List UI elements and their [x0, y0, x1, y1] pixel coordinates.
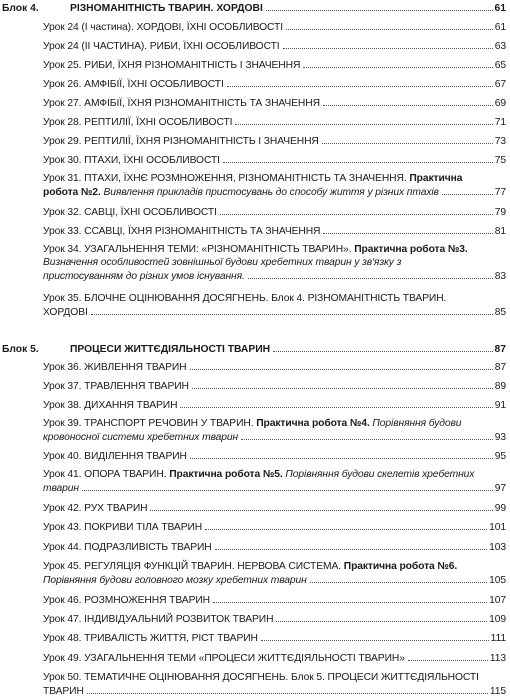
entry-title: Урок 38. ДИХАННЯ ТВАРИН	[43, 400, 178, 411]
page-number: 81	[494, 226, 506, 237]
page-number: 61	[494, 22, 506, 33]
dot-leader	[273, 342, 492, 352]
dot-leader	[283, 39, 493, 49]
practical-work-description: Порівняння будови головного мозку хребетних тварин	[43, 575, 307, 586]
entry-title-continued: ХОРДОВІ	[43, 307, 88, 318]
entry-title: Урок 30. ПТАХИ, ЇХНІ ОСОБЛИВОСТІ	[43, 155, 220, 166]
entry-title: Урок 27. АМФІБІЇ, ЇХНЯ РІЗНОМАНІТНІСТЬ ТА ЗНАЧЕННЯ	[43, 98, 320, 109]
entry-title: Урок 35. БЛОЧНЕ ОЦІНЮВАННЯ ДОСЯГНЕНЬ. Блок 4. РІЗНОМАНІТНІСТЬ ТВАРИН.	[43, 293, 447, 304]
dot-leader	[192, 379, 493, 389]
page-number: 61	[494, 3, 506, 14]
dot-leader	[205, 520, 487, 530]
dot-leader	[87, 684, 488, 694]
dot-leader	[266, 1, 493, 11]
toc-entry	[43, 153, 506, 167]
dot-leader	[150, 501, 492, 511]
toc-entry	[43, 360, 506, 374]
entry-title: Урок 36. ЖИВЛЕННЯ ТВАРИН	[43, 362, 187, 373]
toc-entry	[43, 292, 506, 319]
dot-leader	[190, 449, 493, 459]
toc-entry	[43, 671, 506, 698]
toc-entry	[43, 96, 506, 110]
entry-title: Урок 24 (ІІ ЧАСТИНА). РИБИ, ЇХНІ ОСОБЛИВОСТІ	[43, 41, 280, 52]
practical-work-description-continued: кровоносної системи хребетних тварин	[43, 432, 239, 443]
dot-leader	[241, 430, 493, 440]
entry-title: Урок 41. ОПОРА ТВАРИН.	[43, 469, 167, 480]
dot-leader	[303, 58, 492, 68]
toc-entry	[43, 468, 506, 495]
toc-entry	[43, 172, 506, 199]
entry-title: Урок 49. УЗАГАЛЬНЕННЯ ТЕМИ «ПРОЦЕСИ ЖИТТЄДІЯЛЬНОСТІ ТВАРИН»	[43, 653, 405, 664]
dot-leader	[180, 398, 492, 408]
practical-work-description: Визначення особливостей зовнішньої будови хребетних тварин у зв'язку з	[43, 257, 402, 268]
practical-work-description: Виявлення прикладів пристосувань до способу життя у різних птахів	[103, 187, 439, 198]
page-number: 63	[494, 41, 506, 52]
entry-title: Урок 45. РЕГУЛЯЦІЯ ФУНКЦІЙ ТВАРИН. НЕРВОВА СИСТЕМА.	[43, 561, 341, 572]
page-number: 93	[494, 432, 506, 443]
page-number: 101	[489, 522, 506, 533]
page-number: 107	[489, 595, 506, 606]
toc-entry	[43, 520, 506, 534]
entry-title: Урок 31. ПТАХИ, ЇХНЄ РОЗМНОЖЕННЯ, РІЗНОМАНІТНІСТЬ ТА ЗНАЧЕННЯ.	[43, 173, 407, 184]
practical-work-description-continued: тварин	[43, 483, 79, 494]
block-label: Блок 5.	[2, 344, 39, 355]
practical-work-description: Порівняння будови	[372, 418, 462, 429]
page-number: 85	[494, 307, 506, 318]
toc-entry	[43, 398, 506, 412]
page-number: 73	[494, 136, 506, 147]
entry-title: Урок 44. ПОДРАЗЛИВІСТЬ ТВАРИН	[43, 542, 212, 553]
toc-entry	[43, 417, 506, 444]
dot-leader	[215, 540, 487, 550]
entry-title: Урок 29. РЕПТИЛІЇ, ЇХНЯ РІЗНОМАНІТНІСТЬ І ЗНАЧЕННЯ	[43, 136, 319, 147]
block-title: РІЗНОМАНІТНІСТЬ ТВАРИН. ХОРДОВІ	[70, 3, 263, 14]
toc-entry	[43, 205, 506, 219]
toc-entry	[43, 243, 506, 283]
entry-title: Урок 46. РОЗМНОЖЕННЯ ТВАРИН	[43, 595, 210, 606]
toc-entry	[43, 612, 506, 626]
page-number: 95	[494, 451, 506, 462]
page-number: 77	[494, 187, 506, 198]
practical-work-description-continued: пристосуванням до різних умов існування.	[43, 271, 245, 282]
dot-leader	[190, 360, 493, 370]
dot-leader	[261, 631, 489, 641]
dot-leader	[276, 612, 487, 622]
entry-title: Урок 32. САВЦІ, ЇХНІ ОСОБЛИВОСТІ	[43, 207, 217, 218]
entry-title: Урок 34. УЗАГАЛЬНЕННЯ ТЕМИ: «РІЗНОМАНІТНІСТЬ ТВАРИН».	[43, 244, 352, 255]
toc-entry	[43, 115, 506, 129]
dot-leader	[248, 269, 493, 279]
page-number: 87	[494, 344, 506, 355]
page-number: 89	[494, 381, 506, 392]
entry-title: Урок 42. РУХ ТВАРИН	[43, 503, 148, 514]
toc-entry	[43, 134, 506, 148]
entry-title: Урок 28. РЕПТИЛІЇ, ЇХНІ ОСОБЛИВОСТІ	[43, 117, 233, 128]
block-title: ПРОЦЕСИ ЖИТТЄДІЯЛЬНОСТІ ТВАРИН	[70, 344, 271, 355]
dot-leader	[286, 20, 493, 30]
page-number: 87	[494, 362, 506, 373]
dot-leader	[323, 96, 493, 106]
page-number: 75	[494, 155, 506, 166]
practical-work-label: Практична робота №5.	[169, 469, 283, 480]
toc-entry	[43, 540, 506, 554]
practical-work-number: робота №2.	[43, 187, 101, 198]
entry-title-continued: ТВАРИН	[43, 686, 84, 697]
page-number: 71	[494, 117, 506, 128]
entry-title: Урок 48. ТРИВАЛІСТЬ ЖИТТЯ, РІСТ ТВАРИН	[43, 633, 258, 644]
dot-leader	[220, 205, 493, 215]
toc-entry	[43, 77, 506, 91]
page-number: 111	[490, 633, 506, 644]
toc-entry	[43, 501, 506, 515]
toc-entry	[43, 631, 506, 645]
toc-entry	[43, 20, 506, 34]
toc-entry	[43, 379, 506, 393]
dot-leader	[442, 185, 493, 195]
page-number: 99	[494, 503, 506, 514]
block-label: Блок 4.	[2, 3, 39, 14]
toc-entry	[43, 560, 506, 587]
page-number: 115	[489, 686, 506, 697]
entry-title: Урок 33. ССАВЦІ, ЇХНЯ РІЗНОМАНІТНІСТЬ ТА ЗНАЧЕННЯ	[43, 226, 321, 237]
page-number: 109	[489, 614, 506, 625]
dot-leader	[213, 593, 487, 603]
dot-leader	[408, 651, 488, 661]
toc-entry	[43, 651, 506, 665]
practical-work-label: Практична	[409, 173, 463, 184]
practical-work-label: Практична робота №3.	[354, 244, 468, 255]
entry-title: Урок 39. ТРАНСПОРТ РЕЧОВИН У ТВАРИН.	[43, 418, 254, 429]
practical-work-label: Практична робота №4.	[256, 418, 370, 429]
page-number: 91	[494, 400, 506, 411]
page-number: 103	[489, 542, 506, 553]
entry-title: Урок 47. ІНДИВІДУАЛЬНИЙ РОЗВИТОК ТВАРИН	[43, 614, 274, 625]
page-number: 79	[494, 207, 506, 218]
entry-title: Урок 37. ТРАВЛЕННЯ ТВАРИН	[43, 381, 189, 392]
toc-entry	[43, 224, 506, 238]
entry-title: Урок 40. ВИДІЛЕННЯ ТВАРИН	[43, 451, 187, 462]
toc-block-5	[2, 342, 506, 356]
toc-block-4	[2, 1, 506, 15]
toc-entry	[43, 593, 506, 607]
toc-entry	[43, 39, 506, 53]
dot-leader	[227, 77, 493, 87]
practical-work-label: Практична робота №6.	[343, 561, 458, 572]
entry-title: Урок 43. ПОКРИВИ ТІЛА ТВАРИН	[43, 522, 203, 533]
dot-leader	[235, 115, 492, 125]
dot-leader	[91, 305, 493, 315]
dot-leader	[323, 224, 492, 234]
page-number: 65	[494, 60, 506, 71]
page-number: 97	[494, 483, 506, 494]
dot-leader	[322, 134, 493, 144]
entry-title: Урок 26. АМФІБІЇ, ЇХНІ ОСОБЛИВОСТІ	[43, 79, 224, 90]
page-number: 83	[494, 271, 506, 282]
toc-entry	[43, 58, 506, 72]
entry-title: Урок 25. РИБИ, ЇХНЯ РІЗНОМАНІТНІСТЬ І ЗНАЧЕННЯ	[43, 60, 301, 71]
dot-leader	[310, 573, 487, 583]
page-number: 67	[494, 79, 506, 90]
page-number: 69	[494, 98, 506, 109]
entry-title: Урок 24 (І частина). ХОРДОВІ, ЇХНІ ОСОБЛИВОСТІ	[43, 22, 283, 33]
page-number: 105	[489, 575, 506, 586]
practical-work-description: Порівняння будови скелетів хребетних	[285, 469, 475, 480]
dot-leader	[82, 481, 493, 491]
page-number: 113	[489, 653, 506, 664]
entry-title: Урок 50. ТЕМАТИЧНЕ ОЦІНЮВАННЯ ДОСЯГНЕНЬ. Блок 5. ПРОЦЕСИ ЖИТТЄДІЯЛЬНОСТІ	[43, 672, 479, 683]
toc-entry	[43, 449, 506, 463]
dot-leader	[223, 153, 493, 163]
